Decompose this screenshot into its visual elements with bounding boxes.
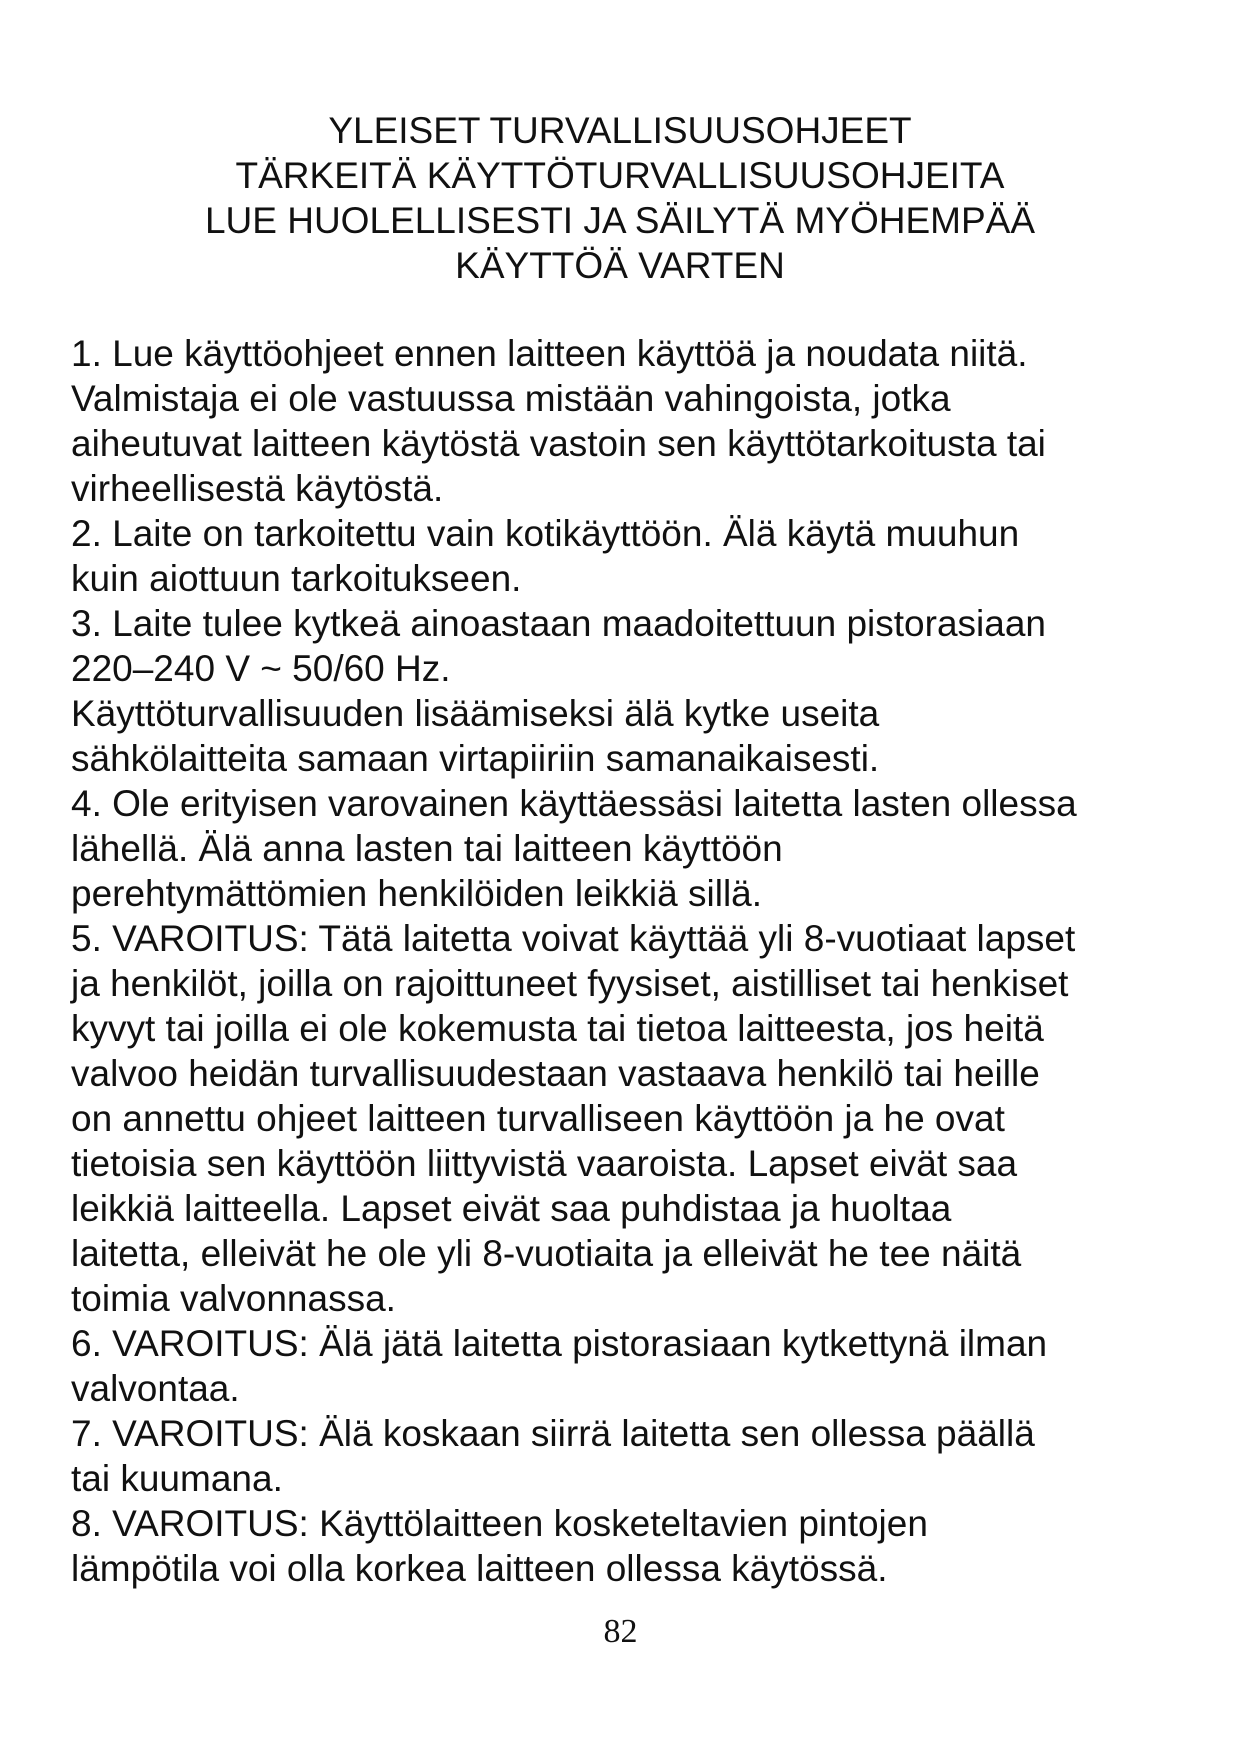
text-line: sähkölaitteita samaan virtapiiriin samanaikaisesti. — [71, 738, 880, 779]
text-line: ja henkilöt, joilla on rajoittuneet fyysiset, aistilliset tai henkiset — [71, 963, 1069, 1004]
text-line: 8. VAROITUS: Käyttölaitteen kosketeltavien pintojen — [71, 1503, 928, 1544]
text-line: toimia valvonnassa. — [71, 1278, 396, 1319]
text-line: valvontaa. — [71, 1368, 240, 1409]
text-line: lähellä. Älä anna lasten tai laitteen käyttöön — [71, 828, 783, 869]
text-line: lämpötila voi olla korkea laitteen ollessa käytössä. — [71, 1548, 888, 1589]
text-line: 5. VAROITUS: Tätä laitetta voivat käyttää yli 8-vuotiaat lapset — [71, 918, 1076, 959]
text-line: on annettu ohjeet laitteen turvalliseen käyttöön ja he ovat — [71, 1098, 1005, 1139]
text-line: 1. Lue käyttöohjeet ennen laitteen käyttöä ja noudata niitä. — [71, 333, 1028, 374]
text-line: aiheutuvat laitteen käytöstä vastoin sen käyttötarkoitusta tai — [71, 423, 1046, 464]
text-line: valvoo heidän turvallisuudestaan vastaava henkilö tai heille — [71, 1053, 1040, 1094]
text-line: 4. Ole erityisen varovainen käyttäessäsi laitetta lasten ollessa — [71, 783, 1077, 824]
text-line: 7. VAROITUS: Älä koskaan siirrä laitetta sen ollessa päällä — [71, 1413, 1035, 1454]
heading-line: LUE HUOLELLISESTI JA SÄILYTÄ MYÖHEMPÄÄ — [204, 200, 1036, 241]
page-number: 82 — [603, 1613, 638, 1650]
text-line: kyvyt tai joilla ei ole kokemusta tai tietoa laitteesta, jos heitä — [71, 1008, 1044, 1049]
text-line: tai kuumana. — [71, 1458, 283, 1499]
text-line: Käyttöturvallisuuden lisäämiseksi älä kytke useita — [71, 693, 880, 734]
heading-line: YLEISET TURVALLISUUSOHJEET — [328, 110, 912, 151]
text-line: 3. Laite tulee kytkeä ainoastaan maadoitettuun pistorasiaan — [71, 603, 1046, 644]
text-line: 2. Laite on tarkoitettu vain kotikäyttöön. Älä käytä muuhun — [71, 513, 1020, 554]
text-line: leikkiä laitteella. Lapset eivät saa puhdistaa ja huoltaa — [71, 1188, 952, 1229]
text-line: tietoisia sen käyttöön liittyvistä vaaroista. Lapset eivät saa — [71, 1143, 1018, 1184]
safety-instructions — [71, 331, 1181, 1591]
heading-line: TÄRKEITÄ KÄYTTÖTURVALLISUUSOHJEITA — [235, 155, 1005, 196]
text-line: virheellisestä käytöstä. — [71, 468, 444, 509]
text-line: 6. VAROITUS: Älä jätä laitetta pistorasiaan kytkettynä ilman — [71, 1323, 1048, 1364]
page-heading — [120, 108, 1120, 288]
heading-line: KÄYTTÖÄ VARTEN — [455, 245, 785, 286]
text-line: Valmistaja ei ole vastuussa mistään vahingoista, jotka — [71, 378, 951, 419]
text-line: kuin aiottuun tarkoitukseen. — [71, 558, 522, 599]
text-line: 220–240 V ~ 50/60 Hz. — [71, 648, 451, 689]
text-line: laitetta, elleivät he ole yli 8-vuotiaita ja elleivät he tee näitä — [71, 1233, 1022, 1274]
text-line: perehtymättömien henkilöiden leikkiä sillä. — [71, 873, 763, 914]
